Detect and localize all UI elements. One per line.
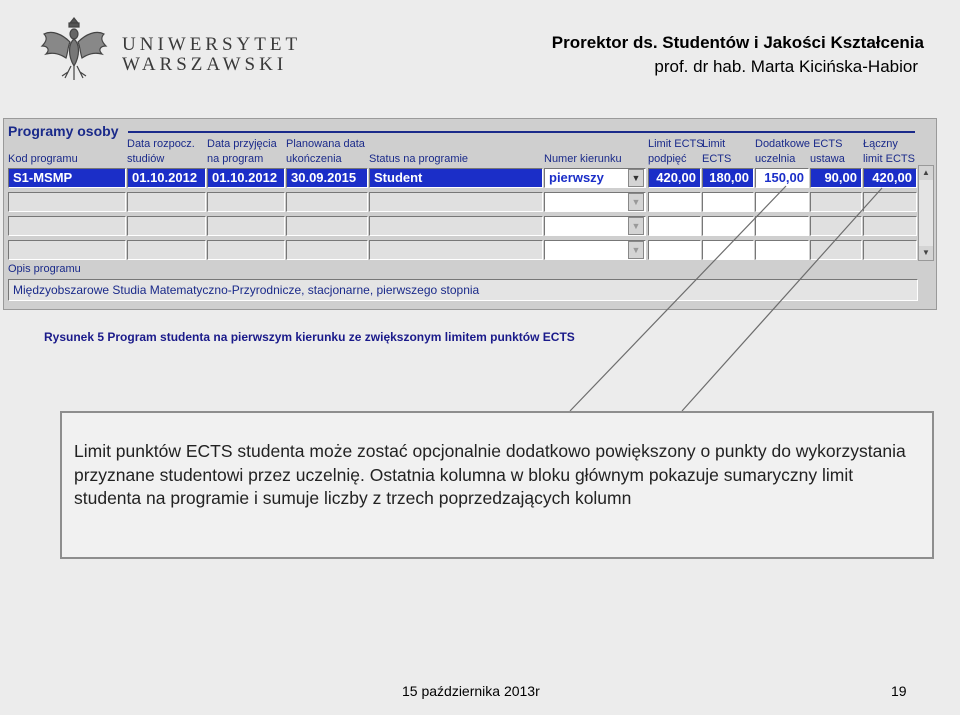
university-name-line2: WARSZAWSKI: [122, 54, 288, 75]
col-planowana-data-1: Planowana data: [286, 138, 365, 150]
data-rozpocz-field[interactable]: 01.10.2012: [127, 168, 206, 188]
pointer-line-uczelnia: [570, 186, 786, 411]
pointer-line-laczny: [682, 188, 882, 411]
uczelnia-field[interactable]: 150,00: [755, 168, 809, 188]
col-limit-ects-2: ECTS: [702, 153, 732, 165]
figure-caption: Rysunek 5 Program studenta na pierwszym kierunku ze zwiększonym limitem punktów ECTS: [44, 330, 575, 344]
dropdown-arrow-icon[interactable]: ▼: [628, 241, 644, 259]
dropdown-arrow-icon[interactable]: ▼: [628, 169, 644, 187]
col-status: Status na programie: [369, 153, 469, 165]
dropdown-arrow-icon[interactable]: ▼: [628, 217, 644, 235]
laczny-limit-field[interactable]: 420,00: [863, 168, 917, 188]
numer-kierunku-select[interactable]: pierwszy: [544, 168, 646, 188]
presenter-name: prof. dr hab. Marta Kicińska-Habior: [654, 57, 918, 76]
col-kod-programu: Kod programu: [8, 153, 78, 165]
callout-text: Limit punktów ECTS studenta może zostać opcjonalnie dodatkowo powiększony o punkty do wykorzystania przyznane studentowi przez uczelnię. Ostatnia kolumna w bloku głównym pokazuje sumaryczny limit studenta na programie i sumuje liczby z trzech poprzedzających kolumn: [74, 441, 906, 508]
opis-programu-field[interactable]: Międzyobszarowe Studia Matematyczno-Przyrodnicze, stacjonarne, pierwszego stopnia: [8, 279, 918, 301]
col-data-rozpocz-2: studiów: [127, 153, 165, 165]
presenter-title: Prorektor ds. Studentów i Jakości Kształcenia: [551, 33, 924, 52]
limit-podpiec-field[interactable]: 420,00: [648, 168, 701, 188]
explanation-callout: [60, 411, 934, 559]
university-name-line1: UNIWERSYTET: [122, 34, 302, 55]
col-laczny-1: Łączny: [863, 138, 898, 150]
col-data-przyjecia-1: Data przyjęcia: [207, 138, 277, 150]
scroll-down-arrow-icon[interactable]: ▼: [919, 246, 933, 260]
status-field[interactable]: Student: [369, 168, 543, 188]
col-planowana-data-2: ukończenia: [286, 153, 342, 165]
scroll-up-arrow-icon[interactable]: ▲: [919, 166, 933, 180]
col-laczny-2: limit ECTS: [863, 153, 915, 165]
col-limit-podpiec-1: Limit ECTS: [648, 138, 704, 150]
kod-programu-field[interactable]: S1-MSMP: [8, 168, 126, 188]
page-number: 19: [891, 683, 907, 699]
footer-date: 15 października 2013r: [402, 683, 540, 699]
col-ustawa: ustawa: [810, 153, 845, 165]
col-limit-podpiec-2: podpięć: [648, 153, 687, 165]
col-data-przyjecia-2: na program: [207, 153, 264, 165]
limit-ects-field[interactable]: 180,00: [702, 168, 754, 188]
opis-programu-label: Opis programu: [8, 263, 81, 275]
dropdown-arrow-icon[interactable]: ▼: [628, 193, 644, 211]
col-data-rozpocz-1: Data rozpocz.: [127, 138, 195, 150]
data-przyjecia-field[interactable]: 01.10.2012: [207, 168, 285, 188]
planowana-data-field[interactable]: 30.09.2015: [286, 168, 368, 188]
col-dodatkowe-ects: Dodatkowe ECTS: [755, 138, 843, 150]
col-numer-kierunku: Numer kierunku: [544, 153, 622, 165]
ustawa-field[interactable]: 90,00: [810, 168, 862, 188]
form-title: Programy osoby: [8, 123, 119, 139]
col-uczelnia: uczelnia: [755, 153, 796, 165]
col-limit-ects-1: Limit: [702, 138, 726, 150]
